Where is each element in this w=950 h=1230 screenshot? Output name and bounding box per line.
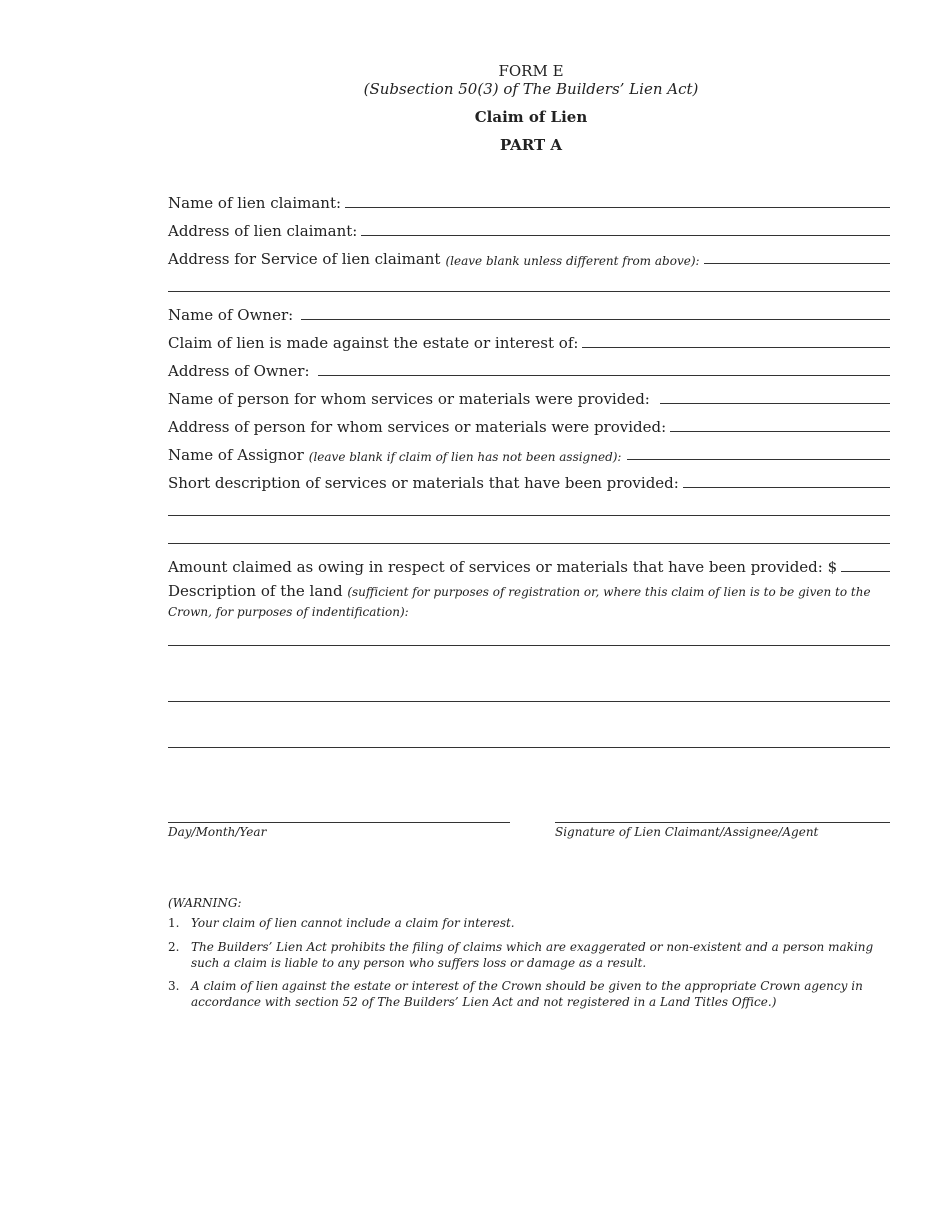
form-subsection: (Subsection 50(3) of The Builders’ Lien Act) [363, 80, 699, 98]
blank-line[interactable] [660, 403, 890, 404]
field-note: (leave blank unless different from above): [445, 254, 700, 268]
field-label: Amount claimed as owing in respect of services or materials that have been provided: $ [168, 558, 838, 576]
field-amount[interactable] [168, 556, 890, 576]
warning-text: A claim of lien against the estate or interest of the Crown should be given to the appropriate Crown agency in accordance with section 52 of The Builders’ Lien Act and not registered in a Land Titles Office.) [191, 979, 863, 1009]
field-label: Short description of services or materials that have been provided: [168, 474, 679, 492]
form-title: Claim of Lien [474, 108, 588, 126]
blank-line-continuation[interactable] [168, 515, 890, 516]
land-blank-line[interactable] [168, 701, 890, 702]
blank-line[interactable] [582, 347, 890, 348]
warning-text: Your claim of lien cannot include a claim for interest. [191, 916, 515, 930]
blank-line[interactable] [627, 459, 890, 460]
warning-item [168, 915, 898, 931]
field-label: Address of Owner: [168, 362, 310, 380]
warning-number: 1. [168, 916, 180, 930]
land-blank-line[interactable] [168, 747, 890, 748]
blank-line[interactable] [301, 319, 890, 320]
field-label: Name of Assignor [168, 446, 304, 464]
blank-line-continuation[interactable] [168, 291, 890, 292]
land-blank-line[interactable] [168, 645, 890, 646]
field-address-claimant[interactable] [168, 220, 890, 240]
field-claim-against[interactable] [168, 332, 890, 352]
warning-item [168, 939, 898, 971]
field-note: (sufficient for purposes of registration or, where this claim of lien is to be given to the Crown, for purposes of indentification): [168, 585, 871, 619]
field-label: Address for Service of lien claimant [168, 250, 441, 268]
field-name-owner[interactable] [168, 304, 890, 324]
signature-line[interactable] [555, 822, 890, 823]
field-label: Name of Owner: [168, 306, 294, 324]
field-label: Claim of lien is made against the estate or interest of: [168, 334, 579, 352]
field-person-address[interactable] [168, 416, 890, 436]
field-service-address[interactable] [168, 248, 890, 268]
form-number: FORM E [498, 62, 564, 80]
field-land-description [168, 582, 898, 622]
field-note: (leave blank if claim of lien has not been assigned): [308, 450, 622, 464]
field-label: Address of lien claimant: [168, 222, 358, 240]
blank-line-continuation[interactable] [168, 543, 890, 544]
date-line[interactable] [168, 822, 510, 823]
warning-number: 2. [168, 940, 180, 954]
field-label: Name of person for whom services or materials were provided: [168, 390, 650, 408]
blank-line[interactable] [683, 487, 890, 488]
form-part: PART A [499, 136, 563, 154]
field-person-name[interactable] [168, 388, 890, 408]
date-caption: Day/Month/Year [168, 825, 267, 839]
field-label: Description of the land [168, 582, 343, 600]
warning-text: The Builders’ Lien Act prohibits the filing of claims which are exaggerated or non-existent and a person making such a claim is liable to any person who suffers loss or damage as a result. [191, 940, 874, 970]
signature-caption: Signature of Lien Claimant/Assignee/Agent [555, 825, 819, 839]
field-name-claimant[interactable] [168, 192, 890, 212]
field-label: Address of person for whom services or materials were provided: [168, 418, 667, 436]
warning-item [168, 978, 898, 1010]
blank-line[interactable] [361, 235, 890, 236]
blank-line[interactable] [318, 375, 891, 376]
amount-blank-line[interactable] [841, 571, 890, 572]
blank-line[interactable] [345, 207, 890, 208]
field-address-owner[interactable] [168, 360, 890, 380]
field-assignor[interactable] [168, 444, 890, 464]
blank-line[interactable] [670, 431, 890, 432]
field-short-description[interactable] [168, 472, 890, 492]
blank-line[interactable] [704, 263, 890, 264]
warning-number: 3. [168, 979, 180, 993]
field-label: Name of lien claimant: [168, 194, 342, 212]
warning-heading: (WARNING: [168, 896, 242, 910]
